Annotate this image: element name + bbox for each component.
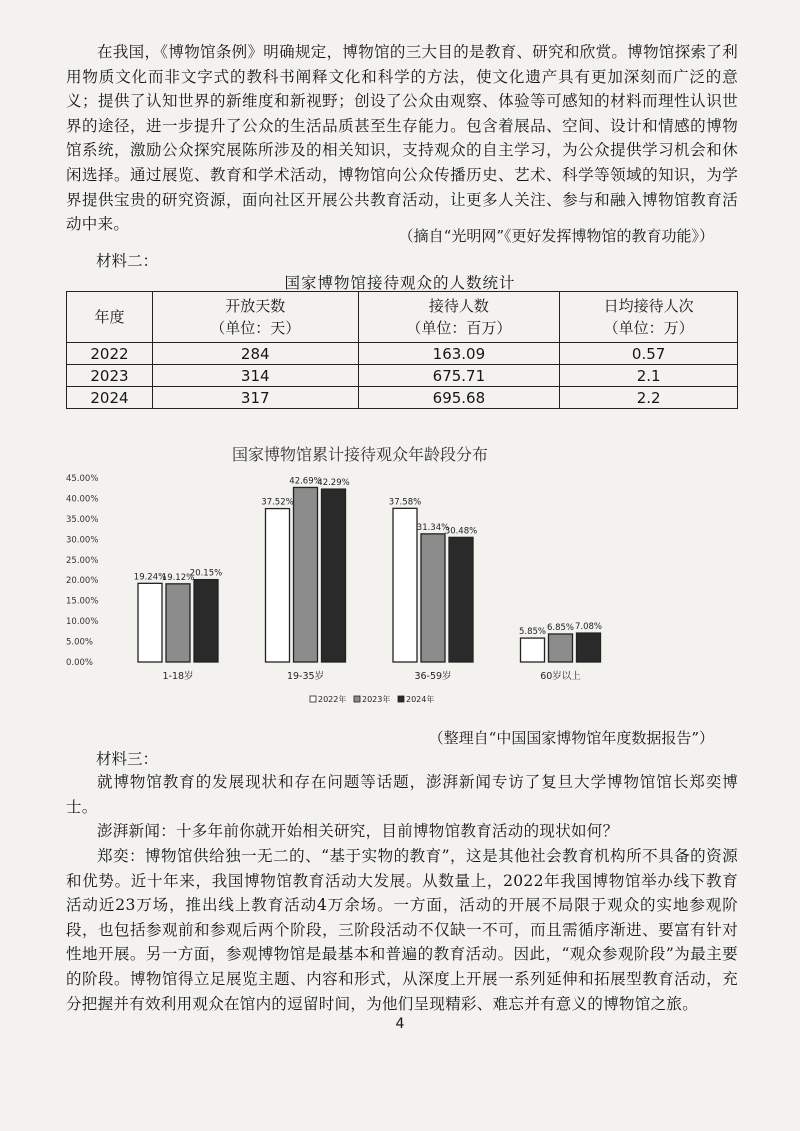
chart-bar: [294, 487, 318, 662]
chart-bar: [521, 638, 545, 662]
data-label: 7.08%: [574, 622, 603, 633]
interview-question: 澎湃新闻：十多年前你就开始相关研究，目前博物馆教育活动的现状如何？: [97, 822, 619, 840]
legend-swatch: [354, 696, 360, 702]
y-tick-label: 0.00%: [66, 658, 94, 668]
interview-answer: 郑奕：博物馆供给独一无二的、“基于实物的教育”，这是其他社会教育机构所不具备的资源和优势。近十年来，我国博物馆教育活动大发展。从数量上，2022年我国博物馆举办线下教育活动近23万场，推出线上教育活动4万余场。一方面，活动的开展不局限于观众的实地参观阶段，也包括参观前和参观后两个阶段，三阶段活动不仅缺一不可，而且需循序渐进、要富有针对性地开展。另一方面，参观博物馆是最基本和普遍的教育活动。因此，“观众参观阶段”为最主要的阶段。博物馆得立足展览主题、内容和形式，从深度上开展一系列延伸和拓展型教育活动，充分把握并有效利用观众在馆内的逗留时间，为他们呈现精彩、难忘并有意义的博物馆之旅。: [66, 847, 738, 1013]
table-header-row: [67, 292, 738, 343]
y-tick-label: 10.00%: [66, 617, 99, 628]
table-cell: 675.71: [358, 365, 560, 387]
chart-source: （整理自“中国国家博物馆年度数据报告”）: [428, 729, 714, 747]
table-row: [67, 365, 738, 387]
x-tick-label: 60岁以上: [540, 671, 581, 682]
y-tick-label: 25.00%: [66, 555, 99, 566]
material1-paragraph: 在我国，《博物馆条例》明确规定，博物馆的三大目的是教育、研究和欣赏。博物馆探索了利用物质文化而非文字式的教科书阐释文化和科学的方法，使文化遗产具有更加深刻而广泛的意义；提供了认知世界的新维度和新视野；创设了公众由观察、体验等可感知的材料而理性认识世界的途径，进一步提升了公众的生活品质甚至生存能力。包含着展品、空间、设计和情感的博物馆系统，激励公众探究展陈所涉及的相关知识，支持观众的自主学习，为公众提供学习机会和休闲选择。通过展览、教育和学术活动，博物馆向公众传播历史、艺术、科学等领域的知识，为学界提供宝贵的研究资源，面向社区开展公共教育活动，让更多人关注、参与和融入博物馆教育活动中来。: [66, 43, 738, 234]
chart-bar: [577, 633, 601, 662]
data-label: 42.69%: [289, 476, 322, 487]
age-distribution-chart: [60, 430, 660, 720]
x-tick-label: 19-35岁: [286, 671, 325, 682]
data-label: 30.48%: [444, 526, 478, 537]
chart-bar: [138, 583, 162, 662]
data-label: 19.24%: [133, 572, 167, 583]
visitor-stats-table: [66, 291, 738, 409]
table-cell: 284: [152, 343, 358, 365]
page-number: 4: [395, 1016, 405, 1032]
y-tick-label: 40.00%: [66, 494, 99, 505]
legend-label: 2024年: [406, 695, 435, 704]
y-tick-label: 30.00%: [66, 535, 99, 546]
chart-bar: [549, 634, 573, 662]
data-label: 37.52%: [261, 497, 294, 508]
x-tick-label: 36-59岁: [414, 671, 452, 682]
table-cell: 2024: [67, 387, 153, 409]
header-open-days: 开放天数 （单位：天）: [152, 292, 358, 343]
data-label: 5.85%: [518, 627, 547, 638]
data-label: 19.12%: [161, 572, 195, 583]
y-tick-label: 15.00%: [66, 596, 99, 607]
table-cell: 314: [152, 365, 358, 387]
data-label: 6.85%: [546, 622, 575, 633]
table-row: [67, 343, 738, 365]
y-tick-label: 5.00%: [66, 637, 94, 648]
table-cell: 2.2: [560, 387, 738, 409]
table-cell: 163.09: [358, 343, 560, 365]
material2-label: 材料二：: [96, 252, 159, 270]
y-tick-label: 35.00%: [66, 514, 99, 525]
header-visitors: 接待人数 （单位：百万）: [358, 292, 560, 343]
table-row: [67, 387, 738, 409]
chart-bar: [266, 509, 290, 662]
legend-label: 2023年: [362, 695, 391, 704]
y-tick-label: 20.00%: [66, 576, 99, 587]
legend-swatch: [398, 696, 404, 702]
table-cell: 2023: [67, 365, 153, 387]
chart-bar: [449, 537, 473, 662]
chart-bar: [322, 489, 346, 662]
legend-label: 2022年: [318, 695, 347, 704]
data-label: 37.58%: [388, 497, 422, 508]
y-tick-label: 45.00%: [66, 474, 99, 484]
header-year: 年度: [67, 292, 153, 343]
data-label: 42.29%: [317, 478, 350, 489]
data-label: 31.34%: [416, 522, 450, 533]
chart-bar: [393, 508, 417, 662]
table-cell: 2022: [67, 343, 153, 365]
chart-bar: [166, 584, 190, 662]
legend-swatch: [310, 696, 316, 702]
chart-bar: [194, 580, 218, 662]
table-cell: 695.68: [358, 387, 560, 409]
x-tick-label: 1-18岁: [162, 671, 194, 682]
table-cell: 317: [152, 387, 358, 409]
material1-source: （摘自“光明网”《更好发挥博物馆的教育功能》）: [398, 227, 714, 245]
material3-intro: 就博物馆教育的发展现状和存在问题等话题，澎湃新闻专访了复旦大学博物馆馆长郑奕博士。: [66, 773, 738, 816]
table-title: 国家博物馆接待观众的人数统计: [284, 274, 516, 292]
table-cell: 2.1: [560, 365, 738, 387]
chart-bar: [421, 534, 445, 662]
material3-label: 材料三：: [96, 750, 159, 768]
data-label: 20.15%: [189, 568, 223, 579]
header-daily-visitors: 日均接待人次 （单位：万）: [560, 292, 738, 343]
chart-title: 国家博物馆累计接待观众年龄段分布: [231, 445, 489, 464]
table-cell: 0.57: [560, 343, 738, 365]
